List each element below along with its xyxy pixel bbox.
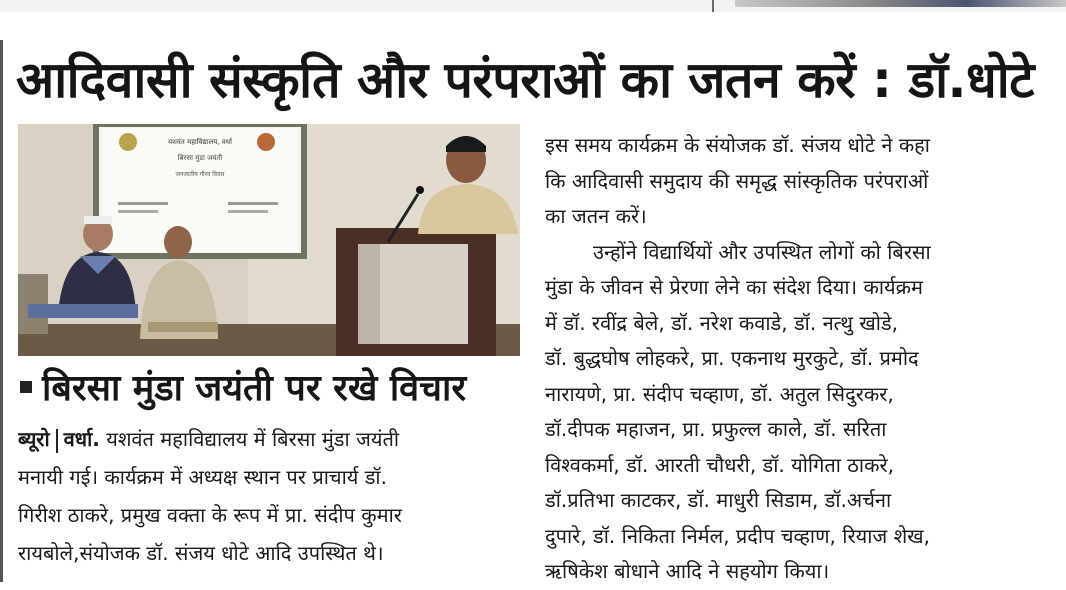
article-line: उन्होंने विद्यार्थियों और उपस्थित लोगों को बिरसा: [593, 239, 931, 264]
banner-line-1: यशवंत महाविद्यालय, वर्धा: [168, 138, 232, 146]
bullet-square-icon: [20, 381, 32, 393]
left-article-body: [18, 420, 523, 572]
college-logo-right-icon: [257, 133, 275, 151]
article-line: रायबोले,संयोजक डॉ. संजय धोटे आदि उपस्थित थे।: [18, 541, 384, 565]
article-line: नारायणे, प्रा. संदीप चव्हाण, डॉ. अतुल सिदुरकर,: [545, 381, 894, 406]
event-photo-illustration: [18, 124, 520, 356]
left-border-rule: [0, 40, 3, 582]
microphone-icon: [416, 186, 424, 194]
top-strip: [0, 0, 1066, 12]
article-line: दुपारे, डॉ. निकिता निर्मल, प्रदीप चव्हाण, रियाज शेख,: [545, 523, 930, 548]
dateline-separator: [56, 429, 58, 453]
article-line: में डॉ. रवींद्र बेले, डॉ. नरेश कवाडे, डॉ. नत्थु खोडे,: [545, 310, 898, 335]
column-divider: [712, 0, 714, 12]
article-line: ऋषिकेश बोधाने आदि ने सहयोग किया।: [545, 559, 830, 583]
article-line: डॉ.दीपक महाजन, प्रा. प्रफुल्ल काले, डॉ. सरिता: [545, 417, 887, 441]
article-line: गिरीश ठाकरे, प्रमुख वक्ता के रूप में प्रा. संदीप कुमार: [18, 503, 402, 527]
article-line: [18, 420, 523, 458]
article-line: का जतन करें।: [545, 204, 647, 228]
article-line: विश्वकर्मा, डॉ. आरती चौधरी, डॉ. योगिता ठाकरे,: [545, 452, 894, 477]
article-headline: आदिवासी संस्कृति और परंपराओं का जतन करें : डॉ.धोटे: [16, 51, 1034, 109]
article-subhead: [18, 366, 528, 412]
right-article-body: [545, 128, 1060, 590]
article-line: इस समय कार्यक्रम के संयोजक डॉ. संजय धोटे ने कहा: [545, 133, 930, 157]
bureau-label: ब्यूरो: [18, 427, 50, 451]
banner-line-3: जनजातीय गौरव दिवस: [175, 171, 225, 178]
article-line: डॉ. बुद्धघोष लोहकरे, प्रा. एकनाथ मुरकुटे, डॉ. प्रमोद: [545, 346, 919, 370]
article-line: मनायी गई। कार्यक्रम में अध्यक्ष स्थान पर प्राचार्य डॉ.: [18, 465, 387, 489]
article-line: कि आदिवासी समुदाय की समृद्ध सांस्कृतिक परंपराओं: [545, 168, 929, 193]
place-label: वर्धा.: [63, 427, 100, 451]
article-line: डॉ.प्रतिभा काटकर, डॉ. माधुरी सिडाम, डॉ.अर्चना: [545, 488, 892, 512]
subhead-text: बिरसा मुंडा जयंती पर रखे विचार: [42, 368, 467, 409]
event-photo: [18, 124, 520, 356]
adjacent-photo-edge: [735, 0, 1066, 7]
article-line: मुंडा के जीवन से प्रेरणा लेने का संदेश दिया। कार्यक्रम: [545, 275, 923, 299]
banner-line-2: बिरसा मुंडा जयंती: [177, 154, 223, 162]
article-line-text: यशवंत महाविद्यालय में बिरसा मुंडा जयंती: [106, 427, 400, 451]
college-logo-left-icon: [119, 133, 137, 151]
